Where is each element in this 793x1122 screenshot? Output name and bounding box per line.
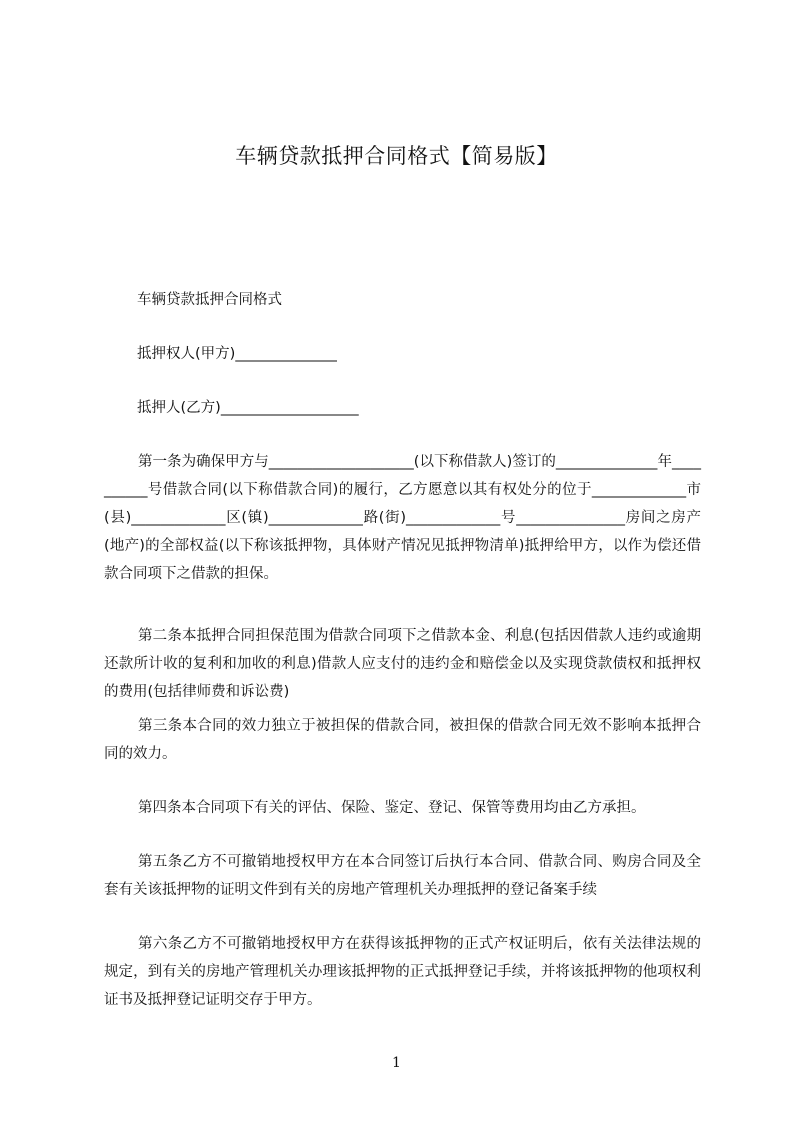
- party-b-line: 抵押人(乙方)___________________: [137, 400, 359, 416]
- clause-3: 第三条本合同的效力独立于被担保的借款合同，被担保的借款合同无效不影响本抵押合同的效力。: [104, 718, 701, 762]
- clause-6: 第六条乙方不可撤销地授权甲方在获得该抵押物的正式产权证明后，依有关法律法规的规定，到有关的房地产管理机关办理该抵押物的正式抵押登记手续，并将该抵押物的他项权利证书及抵押登记证明交存于甲方。: [104, 936, 701, 1008]
- clause-1: 第一条为确保甲方与____________________(以下称借款人)签订的______________年__________号借款合同(以下称借款合同)的履行，乙方愿意以其有权处分的位于_____________市(县)_____________区(镇)_____________路(街)_____________号_______________房间之房产(地产)的全部权益(以下称该抵押物，具体财产情况见抵押物清单)抵押给甲方，以作为偿还借款合同项下之借款的担保。: [104, 454, 701, 582]
- clause-5: 第五条乙方不可撤销地授权甲方在本合同签订后执行本合同、借款合同、购房合同及全套有关该抵押物的证明文件到有关的房地产管理机关办理抵押的登记备案手续: [104, 854, 701, 898]
- clause-4: 第四条本合同项下有关的评估、保险、鉴定、登记、保管等费用均由乙方承担。: [138, 800, 646, 816]
- document-heading: 车辆贷款抵押合同格式: [137, 292, 282, 308]
- clause-2: 第二条本抵押合同担保范围为借款合同项下之借款本金、利息(包括因借款人违约或逾期还款所计收的复利和加收的利息)借款人应支付的违约金和赔偿金以及实现贷款债权和抵押权的费用(包括律师费和诉讼费): [104, 628, 701, 700]
- page-number: 1: [392, 1055, 401, 1071]
- document-title: 车辆贷款抵押合同格式【简易版】: [235, 144, 558, 168]
- party-a-line: 抵押权人(甲方)______________: [137, 346, 337, 362]
